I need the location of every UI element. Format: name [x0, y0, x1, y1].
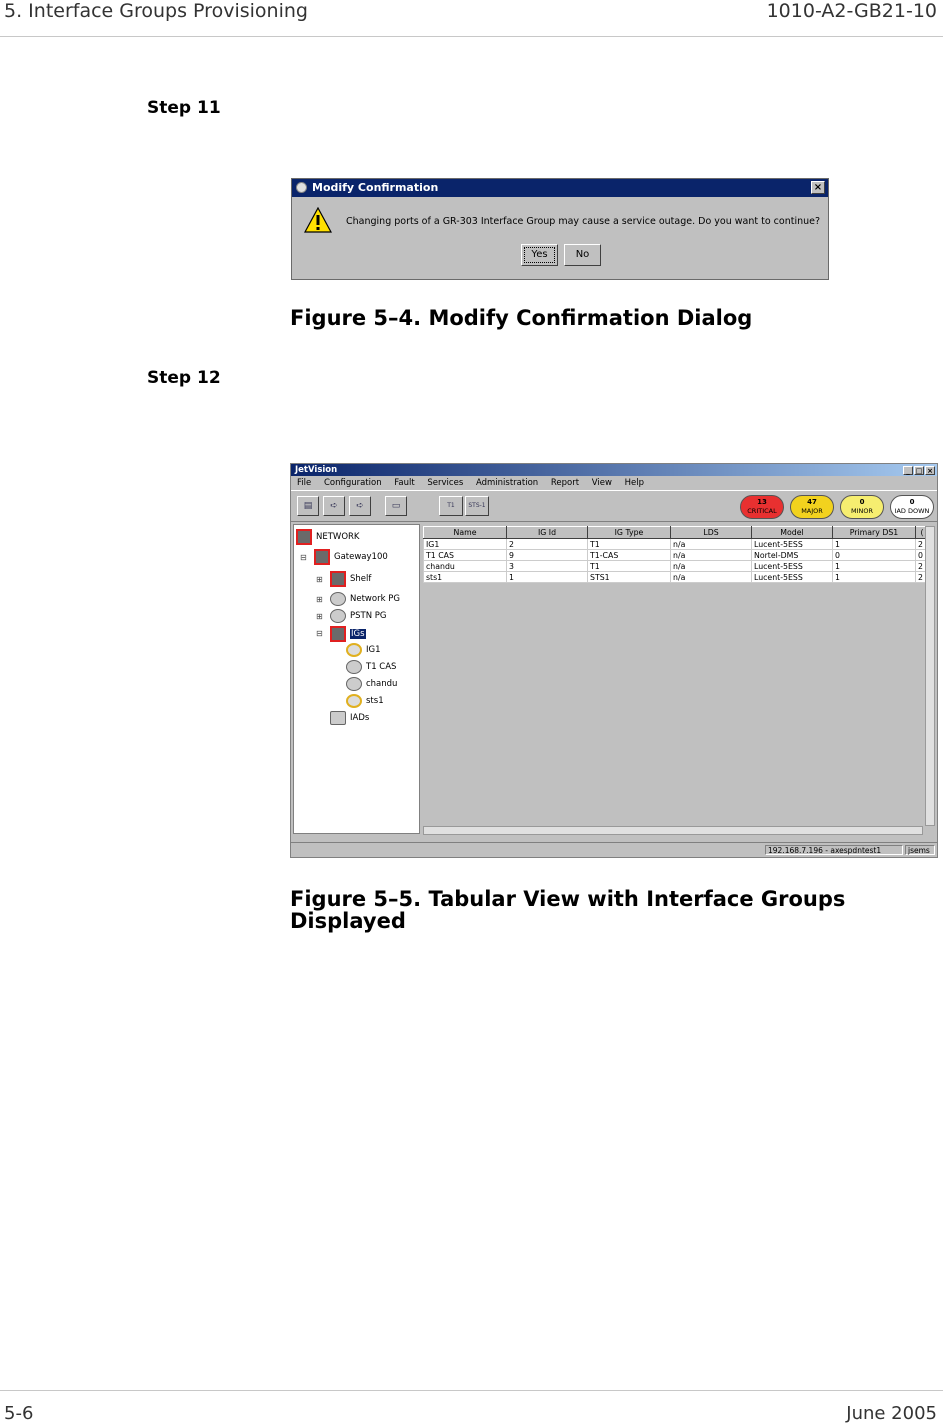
pstn-pg-label: PSTN PG — [350, 611, 387, 621]
app-title-bar — [291, 464, 937, 476]
cell-extra: 0 — [916, 550, 929, 561]
critical-count: 13 — [757, 498, 767, 506]
interface-group-table-panel — [423, 526, 935, 832]
backward-arrow-icon[interactable]: ➪ — [349, 496, 371, 516]
interface-group-icon — [346, 694, 362, 708]
cell-ig-id: 2 — [507, 539, 588, 550]
tree-node-shelf[interactable] — [330, 571, 371, 587]
t1-button[interactable] — [439, 496, 463, 516]
cell-ig-id: 3 — [507, 561, 588, 572]
yes-button[interactable]: Yes — [521, 244, 558, 266]
cell-model: Nortel-DMS — [752, 550, 833, 561]
iad-down-count: 0 — [909, 498, 915, 506]
status-bar — [291, 842, 937, 857]
minor-alarm-badge[interactable] — [840, 495, 884, 519]
critical-label: CRITICAL — [747, 507, 777, 515]
vertical-scrollbar[interactable] — [925, 526, 935, 826]
gateway-label: Gateway100 — [334, 552, 388, 562]
minor-label: MINOR — [850, 507, 874, 515]
major-label: MAJOR — [801, 507, 823, 515]
expand-icon[interactable]: ⊞ — [316, 575, 323, 584]
database-icon[interactable]: ▤ — [297, 496, 319, 516]
iad-down-alarm-badge[interactable] — [890, 495, 934, 519]
menu-administration[interactable]: Administration — [475, 478, 539, 488]
cell-primary-ds1: 1 — [833, 561, 916, 572]
tree-node-network-pg[interactable] — [330, 592, 400, 606]
column-header[interactable]: Primary DS1 — [833, 527, 916, 539]
page-header — [0, 0, 943, 37]
interface-group-icon — [346, 677, 362, 691]
page-footer — [0, 1390, 943, 1424]
column-header[interactable]: Model — [752, 527, 833, 539]
table-row[interactable] — [424, 550, 929, 561]
menu-services[interactable]: Services — [427, 478, 464, 488]
igs-label: IGs — [351, 629, 365, 639]
ig1-label: IG1 — [366, 645, 381, 655]
modify-confirmation-dialog — [291, 178, 829, 280]
gateway-icon — [314, 549, 330, 565]
cell-model: Lucent-5ESS — [752, 572, 833, 583]
interface-group-table — [423, 526, 929, 583]
tree-node-sts1[interactable] — [346, 694, 384, 708]
cell-primary-ds1: 1 — [833, 572, 916, 583]
horizontal-scrollbar[interactable] — [423, 826, 923, 835]
tree-node-ig1[interactable] — [346, 643, 381, 657]
close-button[interactable]: × — [811, 181, 825, 194]
cell-model: Lucent-5ESS — [752, 539, 833, 550]
iad-down-label: IAD DOWN — [894, 507, 930, 515]
cell-lds: n/a — [671, 539, 752, 550]
tree-node-igs[interactable] — [330, 626, 366, 642]
collapse-icon[interactable]: ⊟ — [316, 629, 323, 638]
critical-alarm-badge[interactable] — [740, 495, 784, 519]
chandu-label: chandu — [366, 679, 398, 689]
network-tree — [293, 524, 420, 834]
expand-icon[interactable]: ⊞ — [316, 595, 323, 604]
shelf-label: Shelf — [350, 574, 372, 584]
pstn-pg-icon — [330, 609, 346, 623]
cell-primary-ds1: 0 — [833, 550, 916, 561]
column-header[interactable]: LDS — [671, 527, 752, 539]
menu-bar — [291, 476, 937, 490]
cell-name: IG1 — [424, 539, 507, 550]
cell-lds: n/a — [671, 561, 752, 572]
minor-count: 0 — [859, 498, 865, 506]
tree-node-gateway[interactable] — [314, 549, 388, 565]
t1-label: T1 — [447, 502, 455, 509]
cell-primary-ds1: 1 — [833, 539, 916, 550]
sts1-label: STS-1 — [468, 502, 486, 509]
cell-model: Lucent-5ESS — [752, 561, 833, 572]
menu-help[interactable]: Help — [624, 478, 645, 488]
menu-file[interactable]: File — [297, 478, 312, 488]
menu-configuration[interactable]: Configuration — [323, 478, 382, 488]
java-cup-icon — [296, 182, 307, 193]
figure-5-5-line1: Figure 5–5. Tabular View with Interface Groups — [290, 887, 846, 911]
cell-extra: 2 — [916, 539, 929, 550]
t1-cas-label: T1 CAS — [366, 662, 397, 672]
publication-date: June 2005 — [846, 1403, 937, 1424]
cell-name: chandu — [424, 561, 507, 572]
no-button[interactable]: No — [564, 244, 601, 266]
tree-node-t1-cas[interactable] — [346, 660, 396, 674]
cell-name: sts1 — [424, 572, 507, 583]
window-close-button[interactable]: × — [925, 466, 935, 475]
table-row[interactable] — [424, 539, 929, 550]
cell-lds: n/a — [671, 572, 752, 583]
cell-ig-type: STS1 — [588, 572, 671, 583]
figure-5-5-line2: Displayed — [290, 909, 406, 933]
tree-node-network[interactable] — [296, 529, 360, 545]
interface-group-icon — [346, 660, 362, 674]
major-count: 47 — [807, 498, 817, 506]
sts1-button[interactable] — [465, 496, 489, 516]
expand-icon[interactable]: ⊞ — [316, 612, 323, 621]
tree-node-chandu[interactable] — [346, 677, 397, 691]
toolbar — [291, 490, 937, 522]
interface-group-icon — [346, 643, 362, 657]
page-number: 5-6 — [4, 1403, 34, 1424]
table-row[interactable] — [424, 572, 929, 583]
menu-view[interactable]: View — [591, 478, 612, 488]
menu-report[interactable]: Report — [550, 478, 580, 488]
status-host: 192.168.7.196 - axespdntest1 — [765, 845, 903, 855]
cell-ig-id: 1 — [507, 572, 588, 583]
iads-icon — [330, 711, 346, 725]
tree-node-pstn-pg[interactable] — [330, 609, 387, 623]
cell-ig-type: T1 — [588, 561, 671, 572]
igs-icon — [330, 626, 346, 642]
major-alarm-badge[interactable] — [790, 495, 834, 519]
status-user: jsems — [905, 845, 935, 855]
cell-ig-type: T1-CAS — [588, 550, 671, 561]
figure-5-5-caption — [290, 888, 845, 932]
cell-lds: n/a — [671, 550, 752, 561]
maximize-button[interactable]: □ — [915, 467, 923, 475]
jetvision-window — [290, 463, 938, 858]
cell-extra: 2 — [916, 561, 929, 572]
step-12-label: Step 12 — [147, 368, 221, 388]
shelf-icon — [330, 571, 346, 587]
network-icon — [296, 529, 312, 545]
sts1-tree-label: sts1 — [366, 696, 384, 706]
document-number: 1010-A2-GB21-10 — [766, 0, 937, 22]
device-icon[interactable]: ▭ — [385, 496, 407, 516]
dialog-message: Changing ports of a GR-303 Interface Group may cause a service outage. Do you want to continue? — [346, 216, 821, 227]
network-label: NETWORK — [316, 532, 360, 542]
column-header[interactable]: IG Type — [588, 527, 671, 539]
figure-5-4-caption: Figure 5–4. Modify Confirmation Dialog — [290, 306, 753, 330]
table-row[interactable] — [424, 561, 929, 572]
iads-label: IADs — [350, 713, 370, 723]
forward-arrow-icon[interactable]: ➪ — [323, 496, 345, 516]
column-header[interactable]: ( — [916, 527, 929, 539]
step-11-label: Step 11 — [147, 98, 221, 118]
chapter-title: 5. Interface Groups Provisioning — [4, 0, 308, 22]
network-pg-icon — [330, 592, 346, 606]
cell-name: T1 CAS — [424, 550, 507, 561]
warning-icon — [304, 207, 332, 233]
dialog-title: Modify Confirmation — [312, 181, 439, 194]
minimize-button[interactable]: _ — [903, 466, 913, 475]
cell-extra: 2 — [916, 572, 929, 583]
tree-node-iads[interactable] — [330, 711, 369, 725]
network-pg-label: Network PG — [350, 594, 400, 604]
collapse-icon[interactable]: ⊟ — [300, 553, 307, 562]
menu-fault[interactable]: Fault — [394, 478, 415, 488]
cell-ig-id: 9 — [507, 550, 588, 561]
app-title: JetVision — [295, 465, 338, 475]
column-header[interactable]: IG Id — [507, 527, 588, 539]
dialog-title-bar — [292, 179, 828, 197]
cell-ig-type: T1 — [588, 539, 671, 550]
column-header[interactable]: Name — [424, 527, 507, 539]
